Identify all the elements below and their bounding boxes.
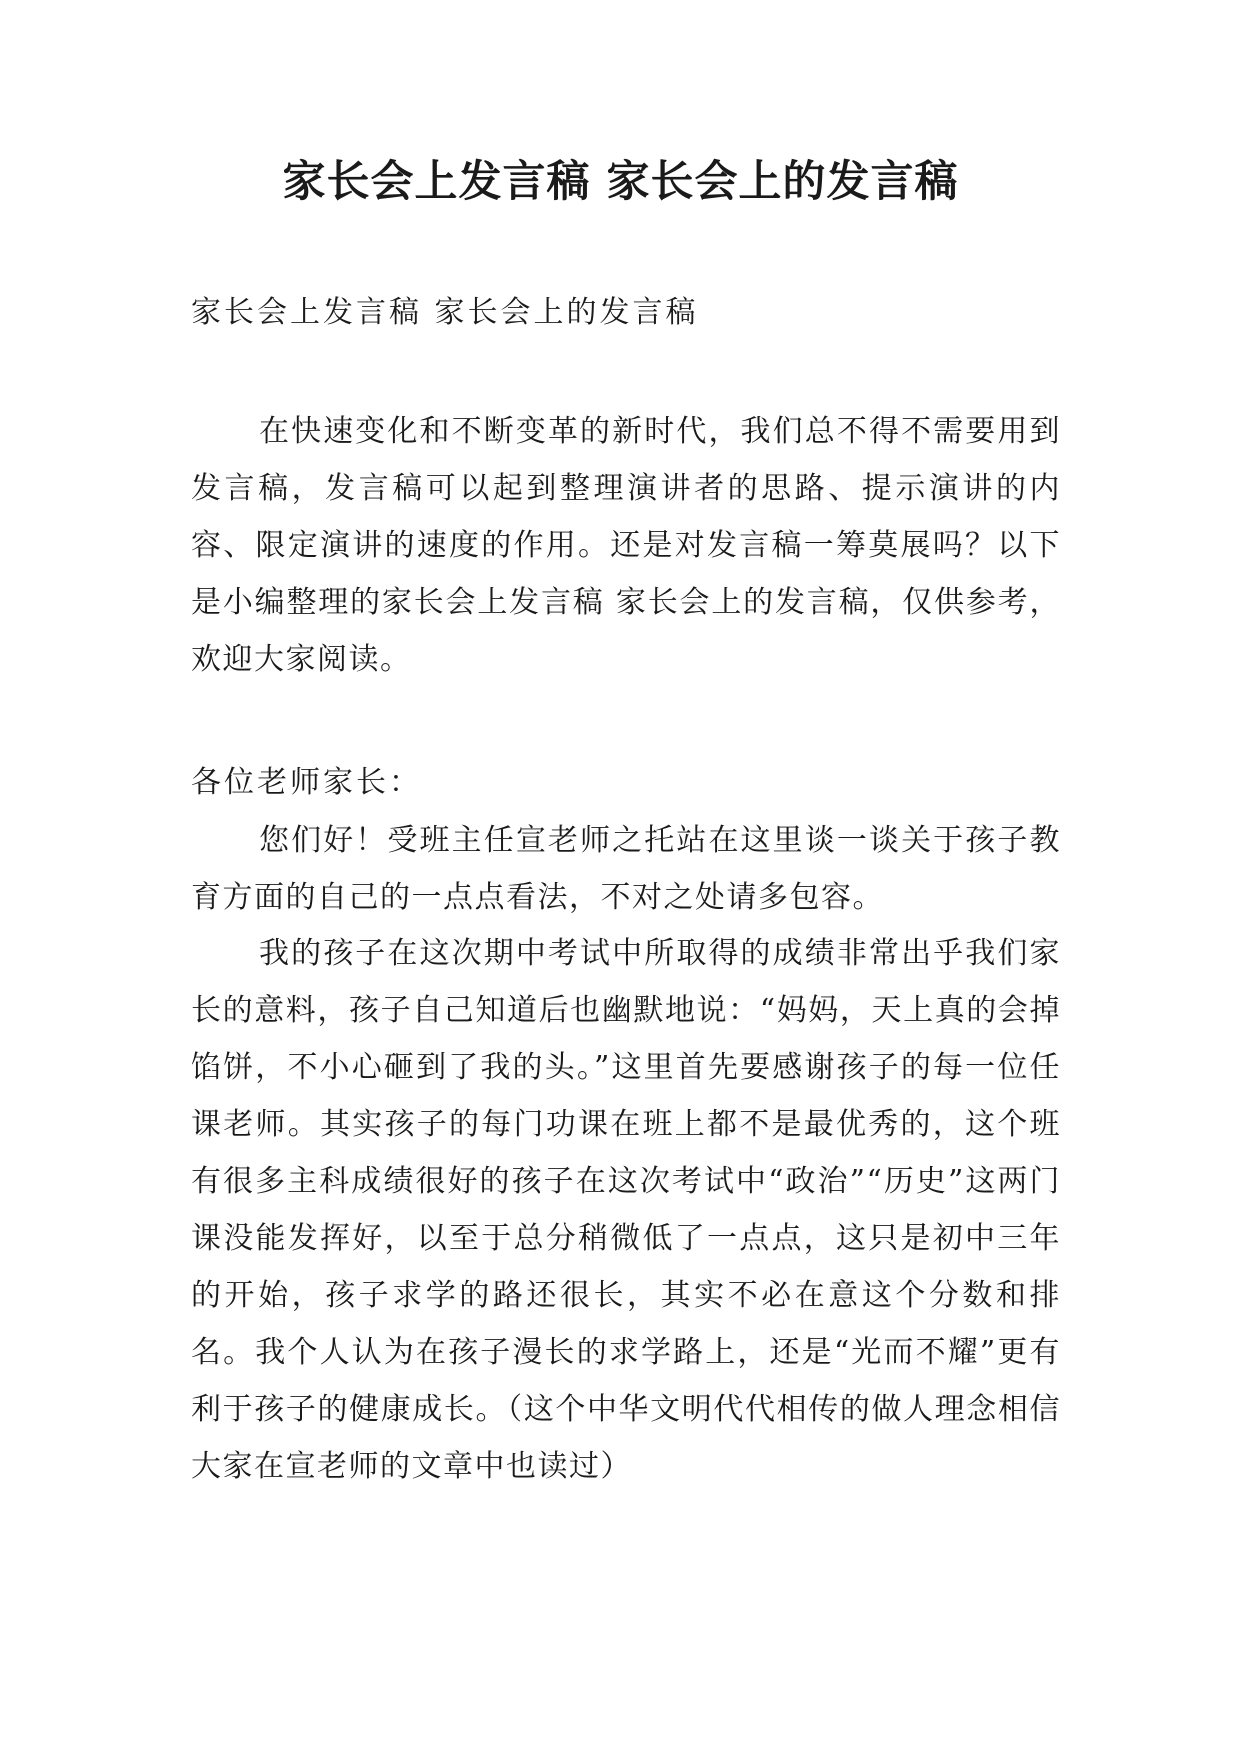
document-title: 家长会上发言稿 家长会上的发言稿	[282, 157, 959, 207]
salutation: 各位老师家长：	[191, 765, 422, 800]
intro-paragraph: 在快速变化和不断变革的新时代，我们总不得不需要用到发言稿，发言稿可以起到整理演讲者的思路、提示演讲的内容、限定演讲的速度的作用。还是对发言稿一筹莫展吗？以下是小编整理的家长会上发言稿 家长会上的发言稿，仅供参考，欢迎大家阅读。	[191, 414, 1061, 677]
body-paragraph: 我的孩子在这次期中考试中所取得的成绩非常出乎我们家长的意料，孩子自己知道后也幽默地说：“妈妈，天上真的会掉馅饼，不小心砸到了我的头。”这里首先要感谢孩子的每一位任课老师。其实孩子的每门功课在班上都不是最优秀的，这个班有很多主科成绩很好的孩子在这次考试中“政治”“历史”这两门课没能发挥好，以至于总分稍微低了一点点，这只是初中三年的开始，孩子求学的路还很长，其实不必在意这个分数和排名。我个人认为在孩子漫长的求学路上，还是“光而不耀”更有利于孩子的健康成长。（这个中华文明代代相传的做人理念相信大家在宣老师的文章中也读过）	[191, 936, 1061, 1484]
document-subtitle: 家长会上发言稿 家长会上的发言稿	[191, 295, 699, 330]
body-paragraph: 您们好！受班主任宣老师之托站在这里谈一谈关于孩子教育方面的自己的一点点看法，不对之处请多包容。	[191, 823, 1061, 915]
